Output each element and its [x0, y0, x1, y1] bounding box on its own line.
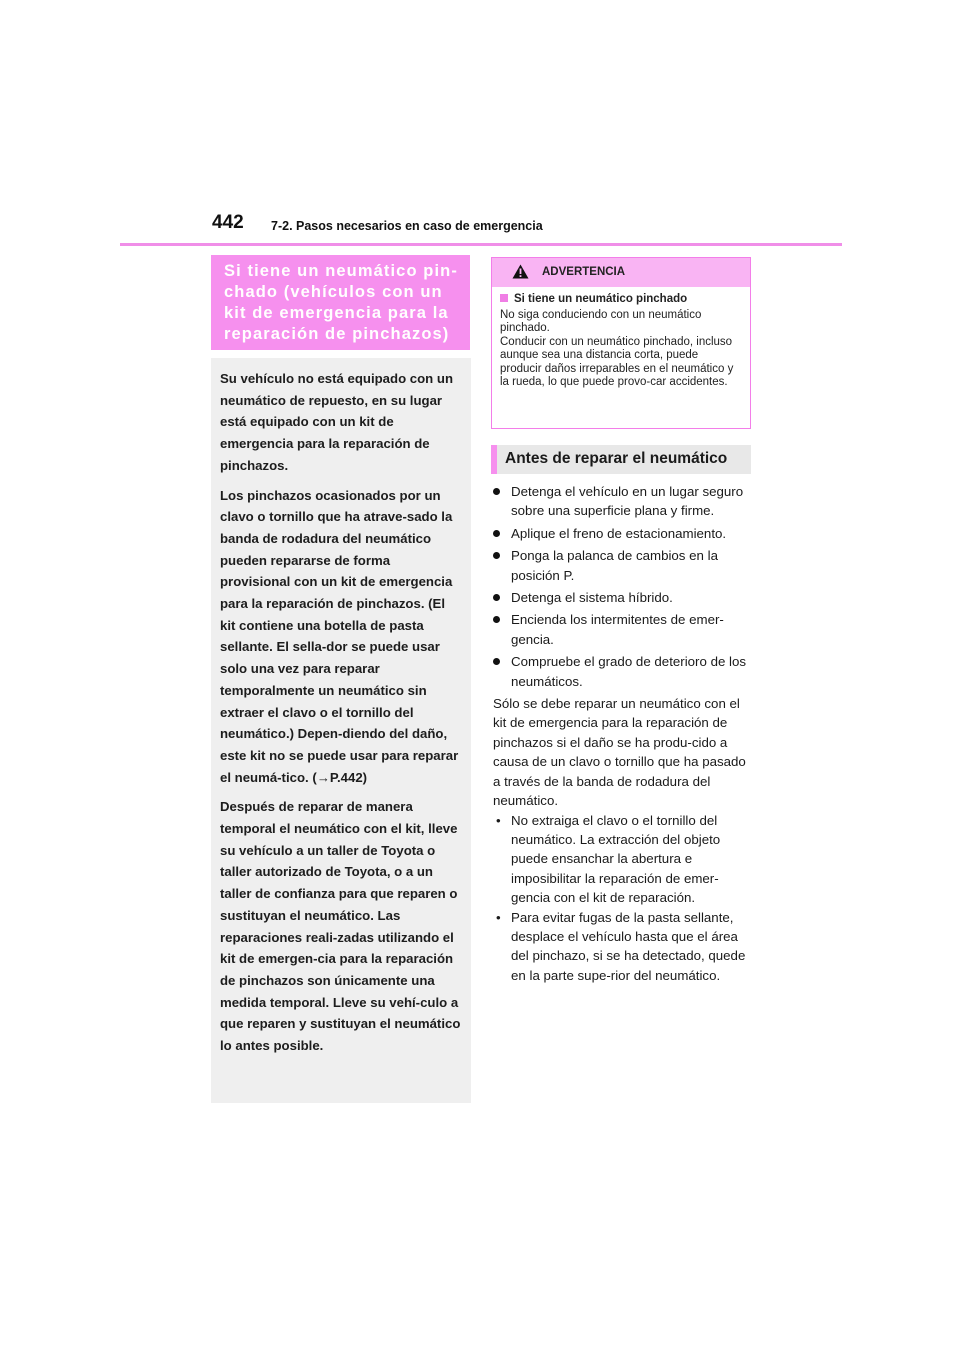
warning-triangle-icon — [512, 264, 529, 284]
sub-item-text: No extraiga el clavo o el tornillo del neumático. La extracción del objeto puede ensanchar la abertura e imposibilitar la reparación de emer-gencia con el kit de reparación. — [511, 812, 721, 906]
sub-item — [493, 811, 753, 908]
list-item-text: Detenga el sistema híbrido. — [511, 590, 673, 606]
warning-body — [492, 287, 750, 389]
list-item-text: Compruebe el grado de deterioro de los neumáticos. — [511, 654, 747, 689]
warning-box — [491, 257, 751, 429]
intro-paragraph: Los pinchazos ocasionados por un clavo o tornillo que ha atrave-sado la banda de rodadura del neumático pueden repararse de forma provisional con un kit de emergencia para la reparación de pinchazos. (El kit contiene una botella de pasta sellante. El sella-dor se puede usar solo una vez para reparar temporalmente un neumático sin extraer el clavo o el tornillo del neumático.) Depen-diendo del daño, este kit no se puede usar para reparar el neumá-tico. (→P.442) — [220, 487, 459, 785]
sub-bullet-mark: • — [496, 909, 501, 925]
intro-box — [211, 358, 471, 1103]
section-heading: Antes de reparar el neumático — [491, 445, 751, 474]
section-heading-pink: Si tiene un neumático pin-chado (vehículos con un kit de emergencia para la reparación de pinchazos) — [211, 255, 470, 350]
list-item-text: Encienda los intermitentes de emer-gencia. — [511, 612, 724, 647]
warning-text: Conducir con un neumático pinchado, incluso aunque sea una distancia corta, puede producir daños irreparables en el neumático y la rueda, lo que puede provo-car accidentes. — [500, 335, 734, 389]
bullet-dot-icon — [493, 616, 500, 623]
bullet-dot-icon — [493, 488, 500, 495]
sub-item — [493, 908, 753, 986]
list-item-text: Aplique el freno de estacionamiento. — [511, 525, 727, 541]
list-item — [493, 482, 753, 521]
list-item — [493, 546, 753, 585]
warning-text: No siga conduciendo con un neumático pinchado. — [500, 309, 702, 335]
warning-header — [492, 258, 750, 287]
bullet-dot-icon — [493, 552, 500, 559]
header-rule — [120, 243, 842, 246]
warning-subtitle — [500, 292, 742, 306]
instruction-list — [493, 482, 753, 985]
intro-paragraph: Después de reparar de manera temporal el neumático con el kit, lleve su vehículo a un taller de Toyota o taller autorizado de Toyota, o a un taller de confianza para que reparen o sustituyan el neumático. Las reparaciones reali-zadas utilizando el kit de emergen-cia para la reparación de pinchazos son únicamente una medida temporal. Lleve su vehí-culo a que reparen y sustituyan el neumático lo antes posible. — [220, 799, 461, 1054]
bullet-dot-icon — [493, 658, 500, 665]
list-item-text: Detenga el vehículo en un lugar seguro sobre una superficie plana y firme. — [511, 484, 744, 519]
list-item-text: Ponga la palanca de cambios en la posición P. — [511, 548, 718, 583]
warning-subtitle-text: Si tiene un neumático pinchado — [514, 293, 688, 305]
bullet-dot-icon — [493, 594, 500, 601]
square-bullet-icon — [500, 294, 508, 302]
list-item — [493, 610, 753, 649]
page-number: 442 — [212, 212, 244, 233]
sub-bullet-mark: • — [496, 812, 501, 828]
bullet-dot-icon — [493, 530, 500, 537]
sub-item-text: Para evitar fugas de la pasta sellante, desplace el vehículo hasta que el área del pinchazo, si se ha detectado, quede en la parte supe-rior del neumático. — [511, 909, 746, 983]
list-item — [493, 588, 753, 607]
list-item — [493, 524, 753, 543]
warning-title: ADVERTENCIA — [542, 266, 626, 278]
list-item — [493, 652, 753, 691]
chapter-title: 7-2. Pasos necesarios en caso de emergencia — [271, 219, 543, 233]
body-paragraph: Sólo se debe reparar un neumático con el kit de emergencia para la reparación de pinchazos si el daño se ha produ-cido a causa de un clavo o tornillo que ha pasado a través de la banda de rodadura del neumático. — [493, 696, 746, 809]
intro-paragraph: Su vehículo no está equipado con un neumático de repuesto, en su lugar está equipado con un kit de emergencia para la reparación de pinchazos. — [220, 371, 454, 473]
